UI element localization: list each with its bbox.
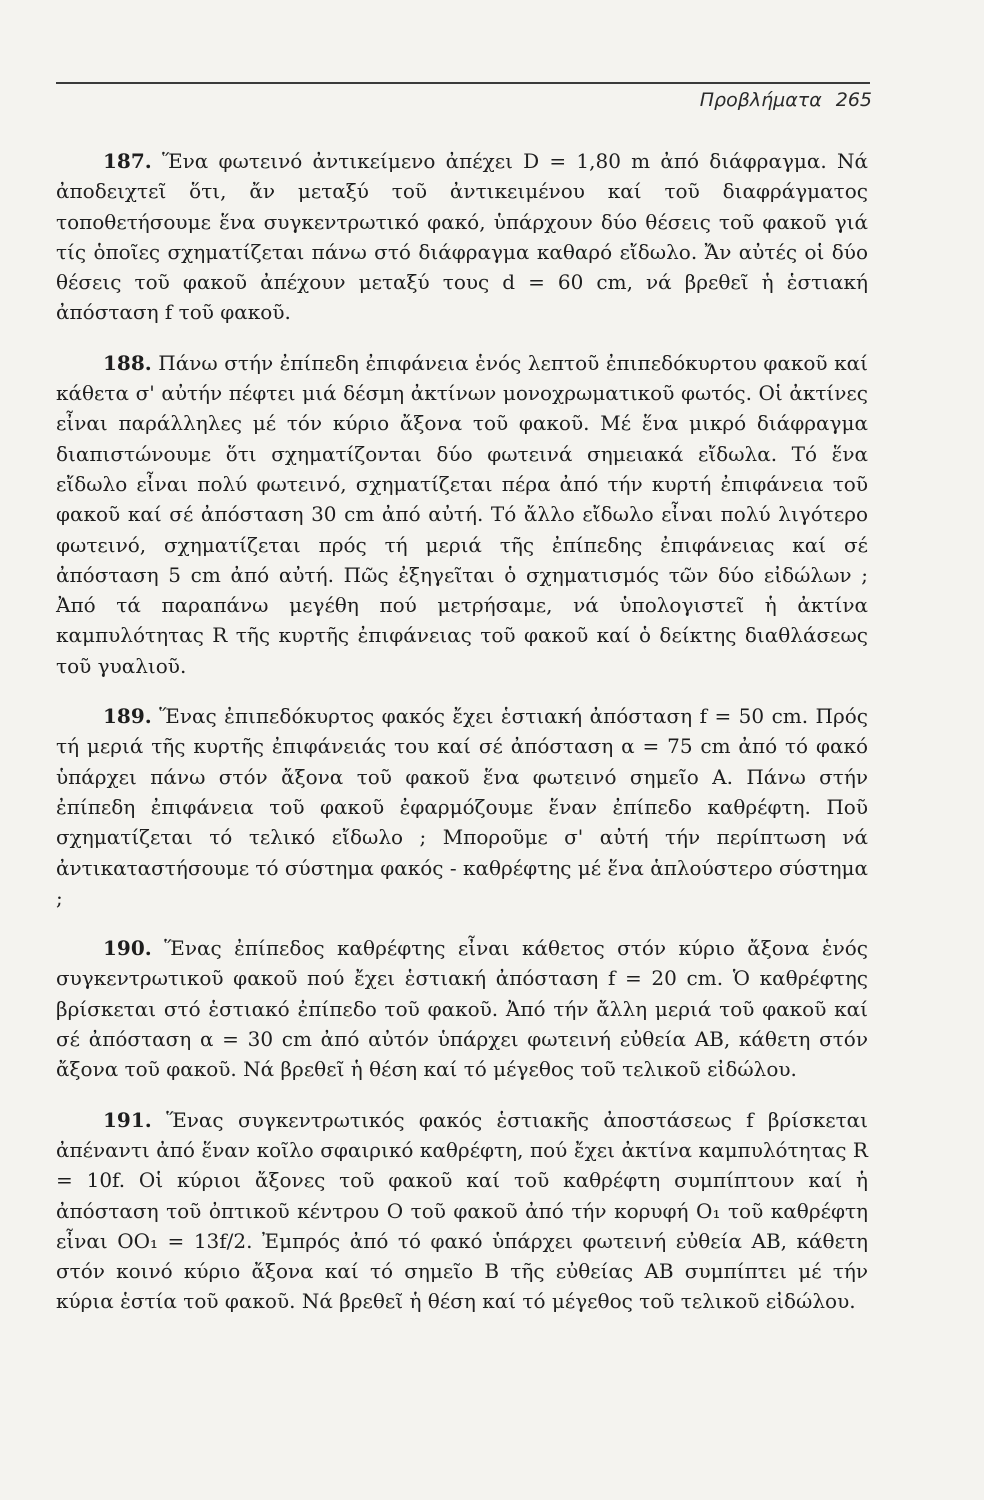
header-title: Προβλήματα [699,89,822,111]
problem-187 [56,146,868,328]
problem-text: Ἕνας συγκεντρωτικός φακός ἑστιακῆς ἀποστάσεως f βρίσκεται ἀπέναντι ἀπό ἕναν κοῖλο σφαιρικό καθρέφτη, πού ἔχει ἀκτίνα καμπυλότητας R = 10f. Οἱ κύριοι ἄξονες τοῦ φακοῦ καί τοῦ καθρέφτη συμπίπτουν καί ἡ ἀπόσταση τοῦ ὀπτικοῦ κέντρου Ο τοῦ φακοῦ ἀπό τήν κορυφή Ο₁ τοῦ καθρέφτη εἶναι ΟΟ₁ = 13f/2. Ἐμπρός ἀπό τό φακό ὑπάρχει φωτεινή εὐθεία ΑΒ, κάθετη στόν κοινό κύριο ἄξονα καί τό σημεῖο Β τῆς εὐθείας ΑΒ συμπίπτει μέ τήν κύρια ἑστία τοῦ φακοῦ. Νά βρεθεῖ ἡ θέση καί τό μέγεθος τοῦ τελικοῦ εἰδώλου. [56,1107,868,1314]
problem-190 [56,933,868,1084]
header-rule [56,82,870,84]
problem-number: 188. [103,350,152,375]
running-header [700,89,872,111]
problem-number: 189. [103,704,152,729]
problem-189 [56,701,868,913]
problem-191 [56,1105,868,1317]
problem-text: Ἕνας ἐπίπεδος καθρέφτης εἶναι κάθετος στόν κύριο ἄξονα ἑνός συγκεντρωτικοῦ φακοῦ πού ἔχει ἑστιακή ἀπόσταση f = 20 cm. Ὁ καθρέφτης βρίσκεται στό ἑστιακό ἐπίπεδο τοῦ φακοῦ. Ἀπό τήν ἄλλη μεριά τοῦ φακοῦ καί σέ ἀπόσταση α = 30 cm ἀπό αὐτόν ὑπάρχει φωτεινή εὐθεία ΑΒ, κάθετη στόν ἄξονα τοῦ φακοῦ. Νά βρεθεῖ ἡ θέση καί τό μέγεθος τοῦ τελικοῦ εἰδώλου. [56,936,868,1082]
problem-text: Πάνω στήν ἐπίπεδη ἐπιφάνεια ἑνός λεπτοῦ ἐπιπεδόκυρτου φακοῦ καί κάθετα σ' αὐτήν πέφτει μιά δέσμη ἀκτίνων μονοχρωματικοῦ φωτός. Οἱ ἀκτίνες εἶναι παράλληλες μέ τόν κύριο ἄξονα τοῦ φακοῦ. Μέ ἕνα μικρό διάφραγμα διαπιστώνουμε ὅτι σχηματίζονται δύο φωτεινά σημειακά εἴδωλα. Τό ἕνα εἴδωλο εἶναι πολύ φωτεινό, σχηματίζεται πέρα ἀπό τήν κυρτή ἐπιφάνεια τοῦ φακοῦ καί σέ ἀπόσταση 30 cm ἀπό αὐτή. Τό ἄλλο εἴδωλο εἶναι πολύ λιγότερο φωτεινό, σχηματίζεται πρός τή μεριά τῆς ἐπίπεδης ἐπιφάνειας καί σέ ἀπόσταση 5 cm ἀπό αὐτή. Πῶς ἐξηγεῖται ὁ σχηματισμός τῶν δύο εἰδώλων ; Ἀπό τά παραπάνω μεγέθη πού μετρήσαμε, νά ὑπολογιστεῖ ἡ ἀκτίνα καμπυλότητας R τῆς κυρτῆς ἐπιφάνειας τοῦ φακοῦ καί ὁ δείκτης διαθλάσεως τοῦ γυαλιοῦ. [56,350,868,678]
problem-number: 190. [103,936,152,961]
problem-text: Ἕνας ἐπιπεδόκυρτος φακός ἔχει ἑστιακή ἀπόσταση f = 50 cm. Πρός τή μεριά τῆς κυρτῆς ἐπιφάνειάς του καί σέ ἀπόσταση α = 75 cm ἀπό τό φακό ὑπάρχει πάνω στόν ἄξονα τοῦ φακοῦ ἕνα φωτεινό σημεῖο Α. Πάνω στήν ἐπίπεδη ἐπιφάνεια τοῦ φακοῦ ἐφαρμόζουμε ἕναν ἐπίπεδο καθρέφτη. Ποῦ σχηματίζεται τό τελικό εἴδωλο ; Μποροῦμε σ' αὐτή τήν περίπτωση νά ἀντικαταστήσουμε τό σύστημα φακός - καθρέφτης μέ ἕνα ἁπλούστερο σύστημα ; [56,704,868,910]
problems-list [56,146,868,1337]
problem-number: 191. [103,1107,152,1132]
problem-188 [56,348,868,681]
problem-number: 187. [103,149,152,173]
page-number: 265 [835,89,872,111]
problem-text: Ἕνα φωτεινό ἀντικείμενο ἀπέχει D = 1,80 m ἀπό διάφραγμα. Νά ἀποδειχτεῖ ὅτι, ἄν μεταξύ τοῦ ἀντικειμένου καί τοῦ διαφράγματος τοποθετήσουμε ἕνα συγκεντρωτικό φακό, ὑπάρχουν δύο θέσεις τοῦ φακοῦ γιά τίς ὁποῖες σχηματίζεται πάνω στό διάφραγμα καθαρό εἴδωλο. Ἄν αὐτές οἱ δύο θέσεις τοῦ φακοῦ ἀπέχουν μεταξύ τους d = 60 cm, νά βρεθεῖ ἡ ἑστιακή ἀπόσταση f τοῦ φακοῦ. [56,149,868,325]
